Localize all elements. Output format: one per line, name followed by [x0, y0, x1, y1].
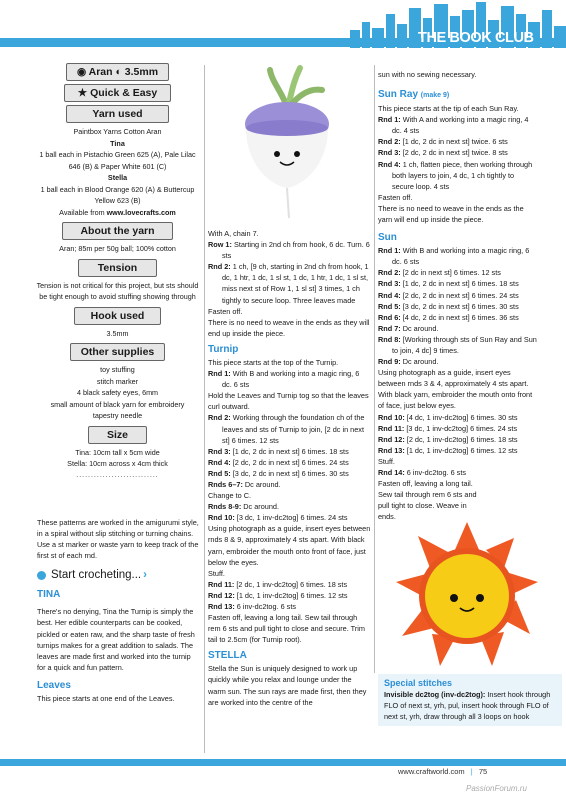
- size-title: Size: [88, 426, 147, 444]
- pattern-line: Rnd 5: [3 dc, 2 dc in next st] 6 times. 30 sts: [378, 301, 519, 311]
- pattern-line: Using photograph as a guide, insert eyes between rnds 8 & 9, approximately 4 sts apart. With black yarn, embroider the mouth onto front of face, just below the eyes.: [208, 524, 371, 567]
- pattern-line: Rnd 8: [Working through sts of Sun Ray and Sun to join, 4 dc] 9 times.: [378, 334, 537, 355]
- size-text: Tina: 10cm tall x 5cm wide Stella: 10cm across x 4cm thick ............................: [67, 447, 168, 479]
- other-supplies-text: toy stuffing stitch marker 4 black safety eyes, 6mm small amount of black yarn for embroidery tapestry needle: [50, 365, 185, 420]
- tension-title: Tension: [78, 259, 157, 277]
- pattern-line: Rnd 9: Dc around.: [378, 357, 439, 367]
- footer-bar: [0, 759, 566, 766]
- pattern-line: With A, chain 7.: [208, 229, 259, 238]
- pattern-line: Rnd 13: [1 dc, 1 inv-dc2tog] 6 times. 12 sts: [378, 445, 518, 455]
- hook-icon: ◐: [115, 66, 122, 78]
- pattern-line: Rnd 5: [3 dc, 2 dc in next st] 6 times. 30 sts: [208, 468, 349, 478]
- intro-column: [37, 517, 200, 704]
- pattern-line: Fasten off.: [378, 192, 413, 202]
- pattern-line: Fasten off, leaving a long tail. Sew tail through rem 6 sts and pull tight to close. Weave in ends.: [378, 479, 477, 522]
- pattern-line: There is no need to weave in the ends as the yarn will end up inside the piece.: [378, 203, 524, 225]
- other-supplies-title: Other supplies: [70, 343, 165, 361]
- pattern-line: Rnd 7: Dc around.: [378, 323, 439, 333]
- about-yarn-text: Aran; 85m per 50g ball; 100% cotton: [59, 244, 176, 253]
- pattern-line: Rnd 1: With B and working into a magic ring, 6 dc. 6 sts: [208, 369, 360, 390]
- pattern-line: Rnds 8-9: Dc around.: [208, 502, 279, 512]
- pattern-line: Rnd 6: [4 dc, 2 dc in next st] 6 times. 36 sts: [378, 312, 519, 322]
- turnip-pattern-column: [208, 228, 371, 708]
- about-yarn-title: About the yarn: [62, 222, 173, 240]
- pattern-line: Rnd 1: With A and working into a magic ring, 4 dc. 4 sts: [378, 115, 529, 136]
- sun-toy-photo: [392, 518, 542, 670]
- intro-text: These patterns are worked in the amigurumi style, in a spiral without slip stitching or turning chains. Use a st marker or waste yarn to keep track of the first st of each rnd.: [37, 518, 199, 561]
- tina-heading: TINA: [37, 589, 61, 601]
- pattern-line: Rnd 3: [1 dc, 2 dc in next st] 6 times. 18 sts: [378, 279, 519, 289]
- pattern-line: Rnd 10: [4 dc, 1 inv-dc2tog] 6 times. 30 sts: [378, 412, 518, 422]
- pattern-line: Hold the Leaves and Turnip tog so that the leaves curl outward.: [208, 391, 369, 412]
- pattern-line: Row 1: Starting in 2nd ch from hook, 6 dc. Turn. 6 sts: [208, 240, 370, 261]
- turnip-heading: Turnip: [208, 343, 239, 355]
- pattern-line: Rnd 2: [1 dc, 2 dc in next st] twice. 6 sts: [378, 137, 508, 147]
- page-footer: www.craftworld.com | 75: [398, 767, 488, 776]
- pattern-line: Rnd 2: Working through the foundation ch of the leaves and sts of Turnip to join, [2 dc in next st] 6 times. 12 sts: [208, 413, 365, 445]
- lovecrafts-link[interactable]: www.lovecrafts.com: [106, 207, 176, 217]
- sun-ray-heading: Sun Ray (make 9): [378, 89, 450, 101]
- special-stitches-text: Invisible dc2tog (inv-dc2tog): Insert hook through FLO of next st, yrh, pul, insert hook through FLO of next st, yrh, draw through all 3 loops on hook: [384, 690, 551, 722]
- pattern-line: This piece starts at the top of the Turnip.: [208, 357, 339, 367]
- yarn-ball-icon: ◉: [76, 66, 87, 78]
- pattern-line: Rnd 12: [2 dc, 1 inv-dc2tog] 6 times. 18 sts: [378, 434, 518, 444]
- pattern-line: sun with no sewing necessary.: [378, 70, 477, 79]
- pattern-line: There is no need to weave in the ends as they will end up inside the piece.: [208, 317, 370, 338]
- bullet-icon: [37, 571, 46, 580]
- pattern-line: Rnd 3: [2 dc, 2 dc in next st] twice. 8 sts: [378, 148, 508, 158]
- column-divider: [204, 65, 205, 753]
- tina-body: There's no denying, Tina the Turnip is simply the best. Her edible counterparts can be cooked, pickled or eaten raw, and the sharp taste of fresh turnips makes for a great addition to salads. The leaves are made first and worked into the turnip for a quick and fun pattern.: [37, 607, 195, 672]
- pattern-line: This piece starts at the tip of each Sun Ray.: [378, 104, 519, 114]
- info-sidebar: [36, 60, 199, 485]
- special-stitches-title: Special stitches: [384, 678, 453, 688]
- pattern-line: Rnd 2: [2 dc in next st] 6 times. 12 sts: [378, 268, 501, 278]
- pattern-line: Rnd 4: 1 ch, flatten piece, then working through both layers to join, 4 dc, 1 ch tightly to secure loop. 4 sts: [378, 159, 533, 191]
- pattern-line: Rnd 11: [3 dc, 1 inv-dc2tog] 6 times. 24 sts: [378, 423, 518, 433]
- pattern-line: Rnd 1: With B and working into a magic ring, 6 dc. 6 sts: [378, 246, 530, 267]
- pattern-line: Rnd 13: 6 inv-dc2tog. 6 sts: [208, 602, 297, 611]
- column-divider: [374, 65, 375, 673]
- pattern-line: Rnd 4: [2 dc, 2 dc in next st] 6 times. 24 sts: [378, 290, 519, 300]
- pattern-line: Rnds 6–7: Dc around.: [208, 479, 281, 489]
- turnip-toy-photo: [232, 62, 342, 222]
- pattern-line: Stuff.: [378, 456, 395, 466]
- start-crocheting-heading: Start crocheting... ›: [37, 568, 200, 582]
- hook-used-text: 3.5mm: [106, 328, 129, 338]
- pattern-line: Rnd 14: 6 inv-dc2tog. 6 sts: [378, 468, 467, 477]
- sun-heading: Sun: [378, 232, 397, 244]
- pattern-line: Change to C.: [208, 491, 251, 501]
- special-stitches-box: [378, 674, 562, 726]
- leaves-heading: Leaves: [37, 679, 71, 691]
- yarn-weight-badge: ◉ Aran ◐ 3.5mm: [66, 63, 169, 81]
- watermark: PassionForum.ru: [466, 784, 527, 793]
- pattern-line: Rnd 4: [2 dc, 2 dc in next st] 6 times. 24 sts: [208, 457, 349, 467]
- pattern-line: Rnd 12: [1 dc, 1 inv-dc2tog] 6 times. 12 sts: [208, 590, 348, 600]
- tension-text: Tension is not critical for this project, but sts should be tight enough to avoid stuffing showing through: [36, 280, 199, 301]
- pattern-line: Using photograph as a guide, insert eyes between rnds 3 & 4, approximately 4 sts apart. With black yarn, embroider the mouth onto front of face, just below eyes.: [378, 368, 533, 411]
- pattern-line: Rnd 2: 1 ch, [9 ch, starting in 2nd ch from hook, 1 dc, 1 htr, 1 dc, 1 sl st, 1 dc, 1 htr, 1 dc, 1 sl st, miss next st of Row 1, 1 sl st] 3 times, 1 ch tightly to secure loop. Three leaves made: [208, 262, 369, 305]
- pattern-line: Rnd 11: [2 dc, 1 inv-dc2tog] 6 times. 18 sts: [208, 579, 348, 589]
- difficulty-badge: ★ Quick & Easy: [64, 84, 171, 102]
- sun-pattern-column: [378, 69, 538, 522]
- leaves-body: This piece starts at one end of the Leaves.: [37, 693, 175, 703]
- pattern-line: Fasten off.: [208, 306, 243, 316]
- yarn-used-text: Paintbox Yarns Cotton Aran Tina 1 ball each in Pistachio Green 625 (A), Pale Lilac 646 (B) & Paper White 601 (C) Stella 1 ball each in Blood Orange 620 (A) & Buttercup Yellow 623 (B) Available from www.lovecrafts.com: [39, 127, 196, 217]
- pattern-line: Stuff.: [208, 568, 225, 578]
- yarn-used-title: Yarn used: [66, 105, 169, 123]
- hook-used-title: Hook used: [74, 307, 161, 325]
- chevron-right-icon: ›: [143, 569, 147, 582]
- section-title: THE BOOK CLUB: [418, 30, 534, 46]
- pattern-line: Rnd 10: [3 dc, 1 inv-dc2tog] 6 times. 24 sts: [208, 513, 348, 523]
- stella-body: Stella the Sun is uniquely designed to work up quickly while you relax and lounge under the warm sun. The sun rays are made first, then they are worked into the centre of the: [208, 664, 367, 707]
- star-icon: ★: [77, 87, 88, 99]
- footer-site-link[interactable]: www.craftworld.com: [398, 767, 465, 776]
- page-number: 75: [478, 767, 488, 776]
- pattern-line: Fasten off, leaving a long tail. Sew tail through rem 6 sts and pull tight to close and secure. Trim tail to 2.5cm (for Turnip root).: [208, 613, 365, 645]
- pattern-line: Rnd 3: [1 dc, 2 dc in next st] 6 times. 18 sts: [208, 446, 349, 456]
- stella-heading: STELLA: [208, 650, 247, 662]
